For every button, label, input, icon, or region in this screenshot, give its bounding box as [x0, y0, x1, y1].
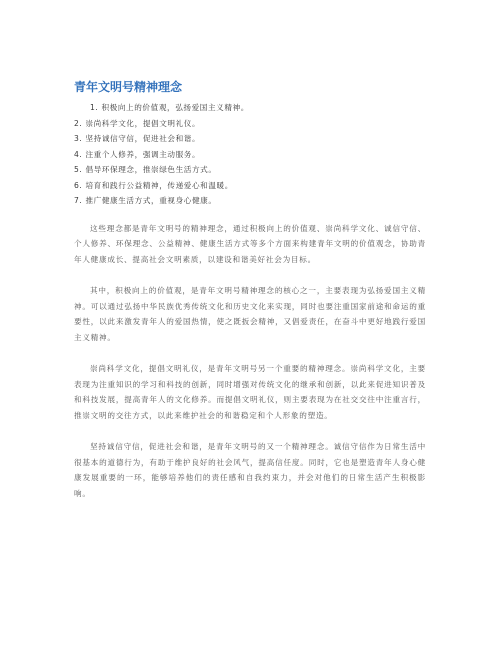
body-paragraph: 其中，积极向上的价值观，是青年文明号精神理念的核心之一，主要表现为弘扬爱国主义精神。可以通过弘扬中华民族优秀传统文化和历史文化来实现，同时也要注重国家前途和命运的重要性，以此来激发青年人的爱国热情，使之既扳会精神，又倡爱责任，在奋斗中更好地践行爱国主义精神。: [74, 286, 426, 342]
list-item: 3. 坚持诚信守信，促进社会和谐。: [74, 134, 201, 143]
list-item: 4. 注重个人修养，强调主动服务。: [74, 149, 201, 159]
list-item: 2. 崇尚科学文化，提倡文明礼仪。: [74, 118, 201, 128]
document-title: 青年文明号精神理念: [74, 80, 183, 94]
principles-list: [74, 100, 426, 209]
body-paragraph: 这些理念都是青年文明号的精神理念，通过积极向上的价值观、崇尚科学文化、诚信守信、个人修养、环保理念、公益精神、健康生活方式等多个方面来构建青年文明的价值观念，协助青年人健康成长、提高社会文明素质，以建设和谐美好社会为目标。: [74, 223, 426, 264]
list-item: 6. 培育和践行公益精神，传递爱心和温暖。: [74, 180, 233, 190]
list-item: 7. 推广健康生活方式，重视身心健康。: [74, 196, 217, 205]
body-paragraph: 坚持诚信守信，促进社会和谐，是青年文明号的又一个精神理念。诚信守信作为日常生活中很基本的道德行为，有助于维护良好的社会风气，提高信任度。同时，它也是塑造青年人身心健康发展重要的一环，能够培养他们的责任感和自我约束力，并会对他们的日常生活产生积极影响。: [74, 442, 426, 498]
body-paragraph: 崇尚科学文化，提倡文明礼仪，是青年文明号另一个重要的精神理念。崇尚科学文化，主要表现为注重知识的学习和科技的创新，同时增强对传统文化的继承和创新，以此来促进知识普及和科技发展，提高青年人的文化修养。而提倡文明礼仪，则主要表现为在社交交往中注重言行，推崇文明的交往方式，以此来维护社会的和谐稳定和个人形象的塑造。: [74, 364, 426, 420]
list-item: 5. 倡导环保理念，推崇绿色生活方式。: [74, 165, 217, 174]
list-item: 1. 积极向上的价值观，弘扬爱国主义精神。: [90, 103, 249, 112]
